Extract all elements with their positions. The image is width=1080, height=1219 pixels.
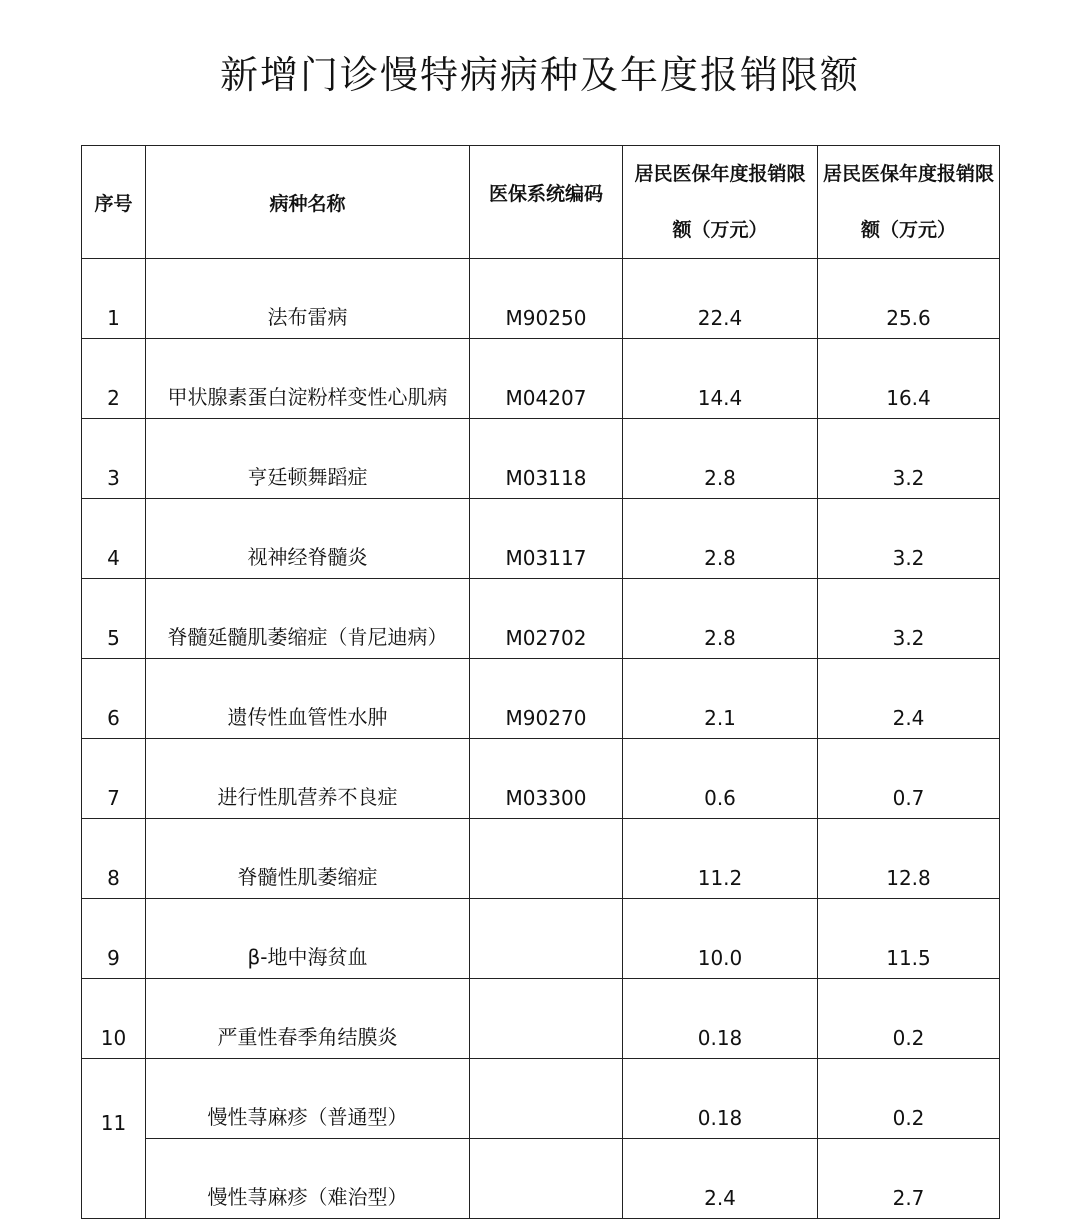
header-seq: 序号 [82,146,146,259]
cell-seq: 2 [82,339,146,419]
cell-employee: 3.2 [818,499,1000,579]
table-row [82,579,1000,659]
cell-resident: 2.4 [623,1139,818,1219]
cell-resident: 2.8 [623,579,818,659]
table-row [82,739,1000,819]
table-row [82,339,1000,419]
table-row [82,659,1000,739]
cell-code: M90250 [470,259,623,339]
table-row [82,1059,1000,1139]
cell-seq: 6 [82,659,146,739]
cell-seq: 5 [82,579,146,659]
cell-code: M03118 [470,419,623,499]
cell-name: 严重性春季角结膜炎 [146,979,470,1059]
cell-seq: 4 [82,499,146,579]
cell-name: 慢性荨麻疹（难治型） [146,1139,470,1219]
cell-resident: 2.8 [623,419,818,499]
cell-seq: 8 [82,819,146,899]
cell-code [470,979,623,1059]
cell-resident: 0.18 [623,1059,818,1139]
cell-name: 慢性荨麻疹（普通型） [146,1059,470,1139]
cell-seq: 3 [82,419,146,499]
cell-name: 甲状腺素蛋白淀粉样变性心肌病 [146,339,470,419]
header-code [470,146,623,259]
cell-seq: 10 [82,979,146,1059]
cell-employee: 3.2 [818,579,1000,659]
cell-code: M03300 [470,739,623,819]
cell-name: β-地中海贫血 [146,899,470,979]
cell-name: 遗传性血管性水肿 [146,659,470,739]
table-row [82,1139,1000,1219]
cell-seq: 1 [82,259,146,339]
cell-employee: 12.8 [818,819,1000,899]
cell-name: 进行性肌营养不良症 [146,739,470,819]
cell-employee: 3.2 [818,419,1000,499]
header-employee-limit-label: 居民医保年度报销限额（万元） [822,163,994,241]
cell-code: M03117 [470,499,623,579]
cell-resident: 22.4 [623,259,818,339]
cell-seq: 7 [82,739,146,819]
cell-code: M02702 [470,579,623,659]
cell-code [470,1139,623,1219]
cell-resident: 2.1 [623,659,818,739]
cell-employee: 2.7 [818,1139,1000,1219]
header-code-label: 医保系统编码 [488,182,603,205]
cell-resident: 0.18 [623,979,818,1059]
header-name: 病种名称 [146,146,470,259]
cell-code [470,899,623,979]
page-title: 新增门诊慢特病病种及年度报销限额 [219,53,860,97]
header-employee-limit [818,146,1000,259]
cell-employee: 0.2 [818,979,1000,1059]
cell-employee: 0.7 [818,739,1000,819]
cell-resident: 11.2 [623,819,818,899]
cell-code [470,1059,623,1139]
cell-resident: 0.6 [623,739,818,819]
cell-employee: 0.2 [818,1059,1000,1139]
cell-name: 脊髓性肌萎缩症 [146,819,470,899]
table-header-row [82,146,1000,259]
table-row [82,979,1000,1059]
table-row [82,419,1000,499]
cell-code: M04207 [470,339,623,419]
cell-resident: 10.0 [623,899,818,979]
cell-employee: 11.5 [818,899,1000,979]
cell-seq-label: 11 [100,1110,127,1135]
cell-seq: 9 [82,899,146,979]
table-row [82,259,1000,339]
cell-name: 法布雷病 [146,259,470,339]
table-row [82,499,1000,579]
cell-code: M90270 [470,659,623,739]
cell-resident: 14.4 [623,339,818,419]
header-resident-limit [623,146,818,259]
cell-name: 亨廷顿舞蹈症 [146,419,470,499]
cell-code [470,819,623,899]
cell-resident: 2.8 [623,499,818,579]
cell-seq [82,1059,146,1219]
cell-employee: 16.4 [818,339,1000,419]
cell-name: 脊髓延髓肌萎缩症（肯尼迪病） [146,579,470,659]
table-row [82,819,1000,899]
cell-employee: 25.6 [818,259,1000,339]
cell-employee: 2.4 [818,659,1000,739]
cell-name: 视神经脊髓炎 [146,499,470,579]
header-resident-limit-label: 居民医保年度报销限额（万元） [634,163,806,241]
table-row [82,899,1000,979]
disease-limit-table [81,145,1000,1219]
